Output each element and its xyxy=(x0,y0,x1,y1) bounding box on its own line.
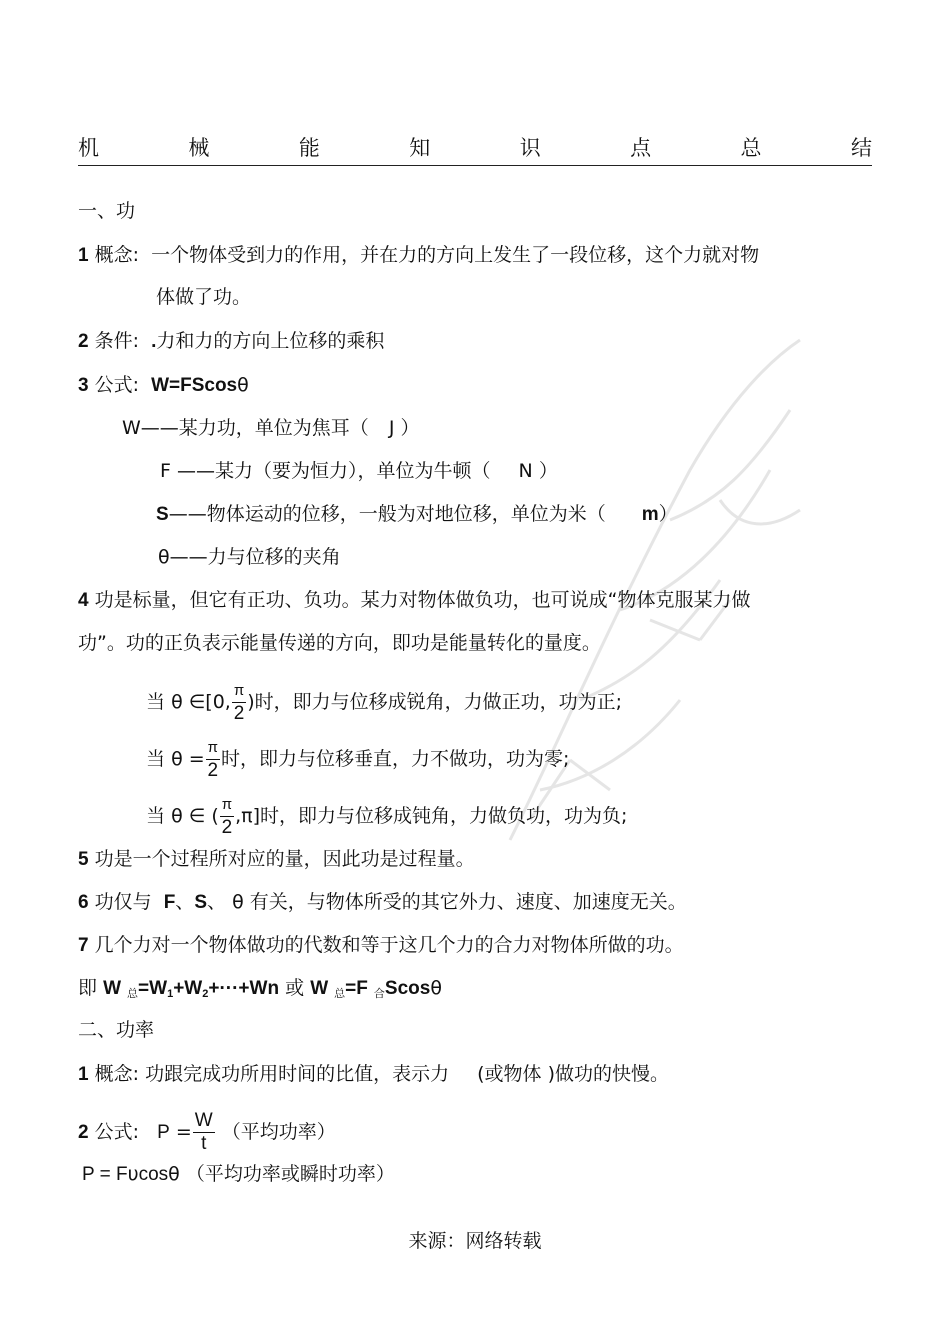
item-text: 一个物体受到力的作用，并在力的方向上发生了一段位移，这个力就对物 xyxy=(151,244,760,266)
subscript-net: 合 xyxy=(373,987,385,1000)
fraction-numerator: π xyxy=(220,794,234,817)
theta-symbol: θ xyxy=(168,1163,180,1185)
symbol-s: S xyxy=(194,892,207,913)
equation-part: =W xyxy=(138,978,168,999)
subscript-2: 2 xyxy=(202,988,209,1000)
item-label: 条件: xyxy=(94,330,140,352)
fraction-pi-over-2 xyxy=(220,794,234,839)
fraction-w-over-t xyxy=(193,1110,215,1155)
fraction-denominator: t xyxy=(201,1133,207,1154)
power-formula: P = F xyxy=(82,1164,128,1185)
title-char: 结 xyxy=(850,136,872,160)
fraction-numerator: π xyxy=(232,680,246,703)
definition-f xyxy=(160,458,558,484)
theta-symbol: θ xyxy=(430,977,442,999)
paragraph-concept xyxy=(78,242,759,269)
item-number: 5 xyxy=(78,849,89,870)
item-number: 2 xyxy=(78,1122,89,1143)
fraction-pi-over-2 xyxy=(232,680,246,725)
symbol-w: W xyxy=(122,417,141,439)
paragraph-power-concept xyxy=(78,1061,669,1088)
paragraph-scalar xyxy=(78,587,750,614)
paragraph-power-formula xyxy=(78,1110,336,1155)
definition-text: ——物体运动的位移，一般为对地位移，单位为米（ xyxy=(168,503,606,525)
theta-symbol: θ xyxy=(171,691,183,713)
title-char: 知 xyxy=(409,136,431,160)
theta-symbol: θ xyxy=(237,374,249,396)
subscript-total: 总 xyxy=(334,987,346,1000)
work-formula: W=FScos xyxy=(151,375,238,396)
interval-close: ) xyxy=(247,691,255,713)
title-char: 总 xyxy=(740,136,762,160)
unit-n: N xyxy=(518,460,533,482)
definition-s xyxy=(156,501,678,528)
paragraph-concept-continued: 体做了功。 xyxy=(156,286,252,308)
title-char: 识 xyxy=(519,136,541,160)
fraction-denominator: 2 xyxy=(233,703,245,724)
theta-symbol: θ xyxy=(171,805,183,827)
item-text: 功仅与 xyxy=(94,891,152,913)
velocity-symbol: υ xyxy=(127,1163,139,1185)
separator: 、 xyxy=(175,891,195,913)
paragraph-process xyxy=(78,846,475,873)
item-label: 概念: xyxy=(94,244,140,266)
paragraph-scalar-continued: 功”。功的正负表示能量传递的方向，即功是能量转化的量度。 xyxy=(78,632,601,654)
definition-theta xyxy=(158,544,341,570)
item-label: 概念: xyxy=(94,1063,140,1085)
formula-note: （平均功率） xyxy=(221,1121,336,1143)
fraction-denominator: 2 xyxy=(221,817,233,838)
equation-part: =F xyxy=(345,978,368,999)
title-char: 械 xyxy=(188,136,210,160)
item-number: 6 xyxy=(78,892,89,913)
item-number: 2 xyxy=(78,331,89,352)
item-text: 有关，与物体所受的其它外力、速度、加速度无关。 xyxy=(249,891,687,913)
symbol-w: W xyxy=(310,978,329,999)
item-text: 功是一个过程所对应的量，因此功是过程量。 xyxy=(94,848,475,870)
equals-symbol: = xyxy=(175,1121,192,1143)
dot-mark: . xyxy=(151,331,157,352)
equation-prefix: 即 xyxy=(78,977,98,999)
case-right xyxy=(146,737,569,782)
symbol-p: P xyxy=(157,1122,170,1143)
case-acute xyxy=(146,680,622,725)
page-title xyxy=(78,132,872,162)
definition-text: ——力与位移的夹角 xyxy=(169,546,341,568)
fraction-numerator: π xyxy=(206,737,220,760)
element-of-symbol: ∈ xyxy=(188,691,206,713)
theta-symbol: θ xyxy=(171,748,183,770)
equation-part: +W xyxy=(173,978,203,999)
case-prefix: 当 xyxy=(146,805,166,827)
subscript-total: 总 xyxy=(127,987,139,1000)
item-label: 公式: xyxy=(94,1121,140,1143)
section-heading-power: 二、功率 xyxy=(78,1019,155,1041)
paren-close: ） xyxy=(400,417,420,439)
symbol-w: W xyxy=(103,978,121,999)
item-text: 功是标量，但它有正功、负功。某力对物体做负功，也可说成“物体克服某力做 xyxy=(94,589,751,611)
item-text: 几个力对一个物体做功的代数和等于这几个力的合力对物体所做的功。 xyxy=(94,934,684,956)
formula-note: （平均功率或瞬时功率） xyxy=(185,1163,395,1185)
theta-symbol: θ xyxy=(232,891,244,913)
paragraph-depends xyxy=(78,889,687,916)
equation-part: Scos xyxy=(384,978,431,999)
symbol-f: F xyxy=(163,892,176,913)
equation-or: 或 xyxy=(285,977,305,999)
item-text: 功跟完成功所用时间的比值，表示力 xyxy=(145,1063,450,1085)
symbol-s: S xyxy=(156,504,169,525)
total-work-equation xyxy=(78,975,442,1004)
fraction-denominator: 2 xyxy=(207,760,219,781)
item-number: 4 xyxy=(78,590,89,611)
item-text: 力和力的方向上位移的乘积 xyxy=(156,330,385,352)
paren-close: ） xyxy=(538,460,558,482)
theta-symbol: θ xyxy=(158,546,170,568)
interval-open: ( xyxy=(211,805,219,827)
cos-text: cos xyxy=(138,1164,169,1185)
case-text: 时，即力与位移垂直，力不做功，功为零; xyxy=(221,748,570,770)
item-label: 公式: xyxy=(94,374,140,396)
equals-symbol: = xyxy=(188,748,205,770)
subscript-1: 1 xyxy=(167,988,174,1000)
paragraph-power-instant xyxy=(82,1161,395,1188)
interval-close: ] xyxy=(252,805,261,827)
pi-symbol: π xyxy=(241,805,253,827)
paragraph-condition xyxy=(78,328,384,355)
title-char: 点 xyxy=(630,136,652,160)
interval-open: [0, xyxy=(205,691,231,713)
case-prefix: 当 xyxy=(146,691,166,713)
title-char: 机 xyxy=(78,136,99,160)
source-footer: 来源：网络转载 xyxy=(408,1230,542,1252)
case-text: 时，即力与位移成钝角，力做负功，功为负; xyxy=(260,805,628,827)
fraction-pi-over-2 xyxy=(206,737,220,782)
equation-part: +···+Wn xyxy=(208,978,280,999)
symbol-f: F xyxy=(160,460,171,482)
item-number: 1 xyxy=(78,245,89,266)
case-text: 时，即力与位移成锐角，力做正功，功为正; xyxy=(254,691,623,713)
definition-text: ——某力（要为恒力），单位为牛顿（ xyxy=(176,460,491,482)
element-of-symbol: ∈ xyxy=(188,805,206,827)
definition-w xyxy=(122,415,420,441)
case-obtuse xyxy=(146,794,627,839)
item-number: 3 xyxy=(78,375,89,396)
title-char: 能 xyxy=(298,136,320,160)
item-number: 1 xyxy=(78,1064,89,1085)
case-prefix: 当 xyxy=(146,748,166,770)
item-text: 做功的快慢。 xyxy=(555,1063,670,1085)
definition-text: ——某力功，单位为焦耳（ xyxy=(140,417,369,439)
item-number: 7 xyxy=(78,935,89,956)
paragraph-formula xyxy=(78,372,249,399)
paren-close: ） xyxy=(658,503,678,525)
paragraph-net-work xyxy=(78,932,684,959)
section-heading-work: 一、功 xyxy=(78,200,136,222)
unit-m: m xyxy=(641,504,659,525)
comma: , xyxy=(235,805,242,827)
fraction-numerator: W xyxy=(194,1110,213,1131)
unit-j: J xyxy=(388,417,395,439)
separator: 、 xyxy=(207,891,227,913)
item-paren: (或物体 ) xyxy=(477,1063,556,1085)
title-underline xyxy=(78,165,872,166)
